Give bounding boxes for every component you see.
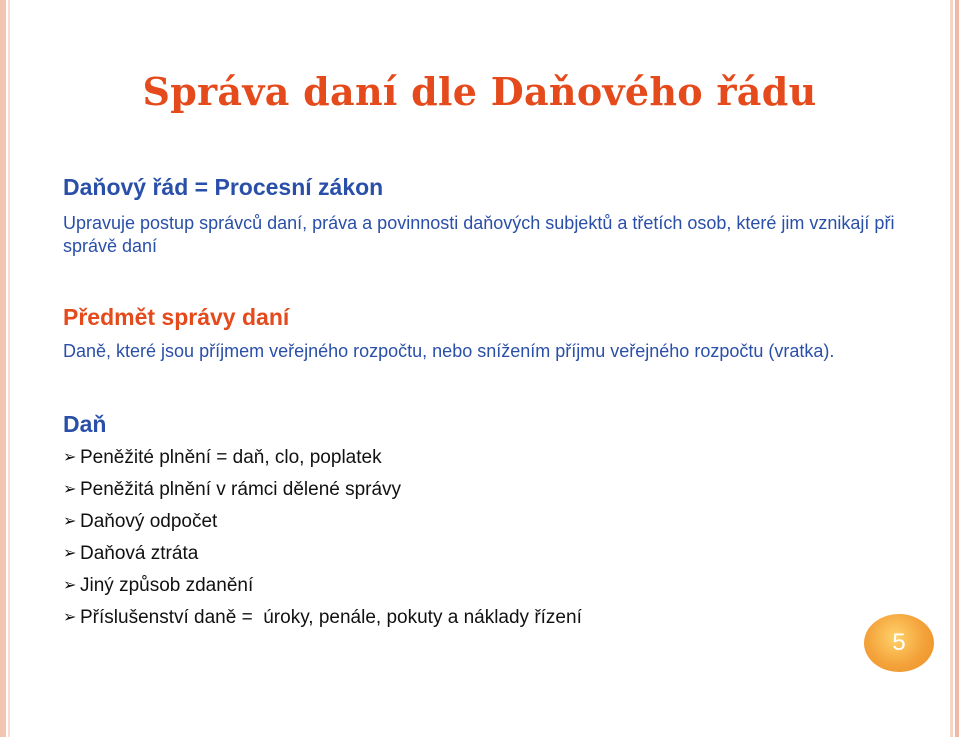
arrowhead-bullet-icon: ➢	[63, 481, 77, 498]
page-number-badge: 5	[864, 614, 934, 672]
list-item	[63, 474, 929, 506]
section-heading-predmet: Předmět správy daní	[63, 304, 290, 330]
list-item-text: Daňová ztráta	[80, 543, 199, 564]
section-text-danovy-rad: Upravuje postup správců daní, práva a povinnosti daňových subjektů a třetích osob, které jim vznikají při správě daní	[63, 213, 895, 256]
arrowhead-bullet-icon: ➢	[63, 609, 77, 626]
arrowhead-bullet-icon: ➢	[63, 513, 77, 530]
list-item-text: Daňový odpočet	[80, 511, 218, 532]
list-item	[63, 602, 929, 634]
list-item	[63, 570, 929, 602]
list-item	[63, 506, 929, 538]
slide-content	[63, 172, 929, 634]
dan-bullet-list	[63, 442, 929, 634]
arrowhead-bullet-icon: ➢	[63, 449, 77, 466]
list-item-text: Peněžitá plnění v rámci dělené správy	[80, 479, 402, 500]
list-item-text: Peněžité plnění = daň, clo, poplatek	[80, 447, 382, 468]
section-text-predmet: Daně, které jsou příjmem veřejného rozpočtu, nebo snížením příjmu veřejného rozpočtu (vratka).	[63, 341, 835, 361]
list-item-text: Jiný způsob zdanění	[80, 575, 254, 596]
section-heading-danovy-rad: Daňový řád = Procesní zákon	[63, 174, 384, 200]
arrowhead-bullet-icon: ➢	[63, 577, 77, 594]
list-item	[63, 442, 929, 474]
slide-title: Správa daní dle Daňového řádu	[142, 69, 817, 114]
section-heading-dan: Daň	[63, 411, 107, 437]
list-item-text: Příslušenství daně = úroky, penále, pokuty a náklady řízení	[80, 607, 582, 628]
arrowhead-bullet-icon: ➢	[63, 545, 77, 562]
list-item	[63, 538, 929, 570]
